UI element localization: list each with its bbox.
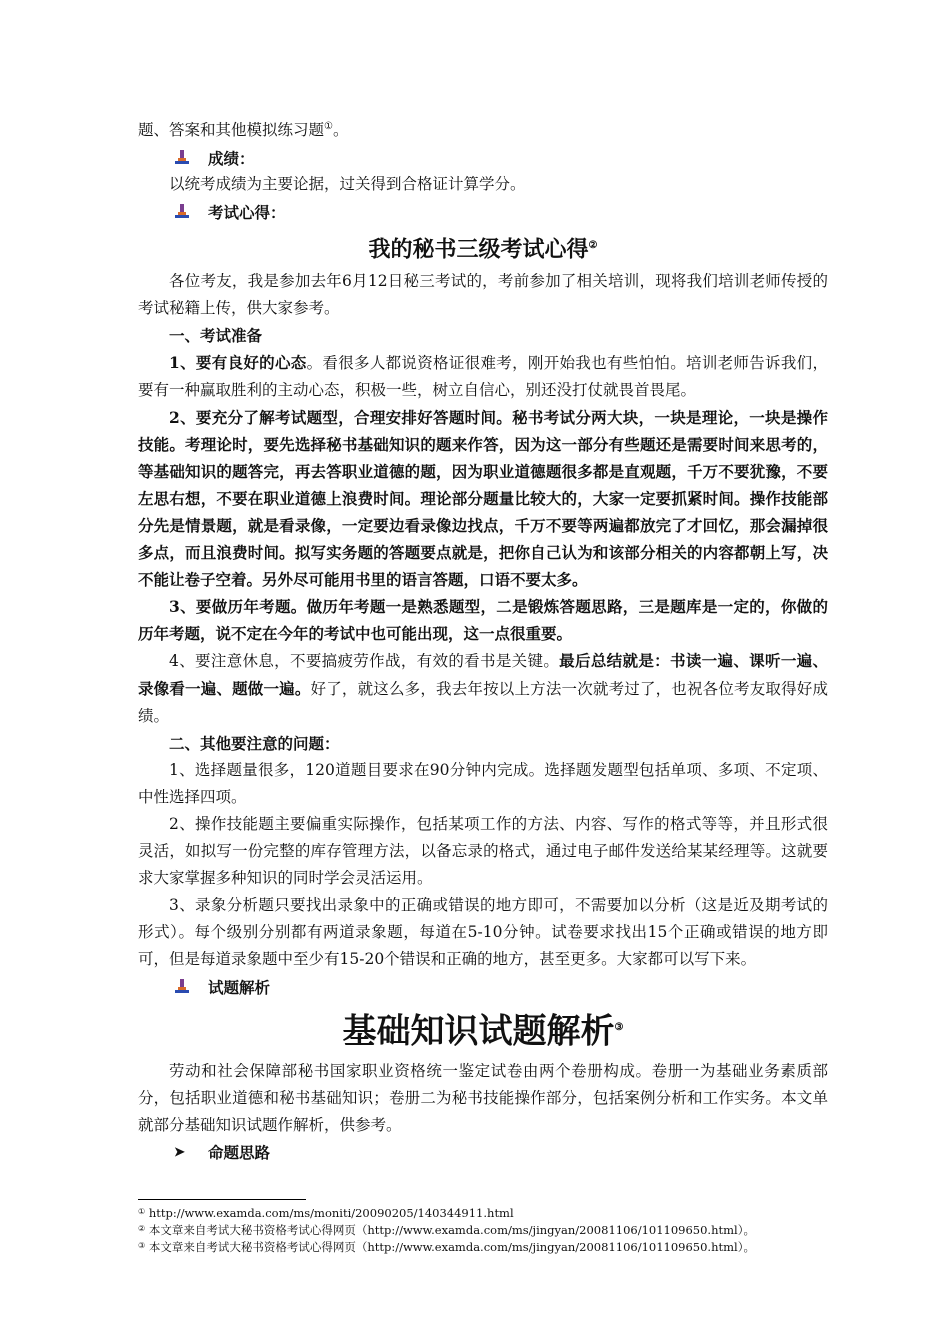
article1-opening: 各位考友，我是参加去年6月12日秘三考试的，考前参加了相关培训，现将我们培训老师传授的考试秘籍上传，供大家参考。: [138, 272, 828, 318]
book-bullet-icon: [174, 979, 190, 995]
footnote-ref-2: ②: [588, 240, 598, 252]
part1-heading: 一、考试准备: [169, 326, 263, 346]
note-item-3: 3、录象分析题只要找出录象中的正确或错误的地方即可，不需要加以分析（这是近及期考试的形式）。每个级别分别都有两道录象题，每道在5-10分钟。试卷要求找出15个正确或错误的地方即可，但是每道录象题中至少有15-20个错误和正确的地方，甚至更多。大家都可以写下来。: [138, 896, 828, 969]
article2-title: 基础知识试题解析③: [342, 1011, 624, 1052]
experience-heading: 考试心得：: [138, 198, 828, 225]
article2-intro: 劳动和社会保障部秘书国家职业资格统一鉴定试卷由两个卷册构成。卷册一为基础业务素质部分，包括职业道德和秘书基础知识；卷册二为秘书技能操作部分，包括案例分析和工作实务。本文单就部分基础知识试题作解析，供参考。: [138, 1061, 828, 1134]
article1-point2: 2、要充分了解考试题型，合理安排好答题时间。秘书考试分两大块，一块是理论，一块是操作技能。考理论时，要先选择秘书基础知识的题来作答，因为这一部分有些题还是需要时间来思考的，等基础知识的题答完，再去答职业道德的题，因为职业道德题很多都是直观题，千万不要犹豫，不要左思右想，不要在职业道德上浪费时间。理论部分题量比较大的，大家一定要抓紧时间。操作技能部分先是情景题，就是看录像，一定要边看录像边找点，千万不要等两遍都放完了才回忆，那会漏掉很多点，而且浪费时间。拟写实务题的答题要点就是，把你自己认为和该部分相关的内容都朝上写，决不能让卷子空着。另外尽可能用书里的语言答题，口语不要太多。: [138, 408, 828, 590]
footnote-1: ① http://www.examda.com/ms/moniti/20090205/140344911.html: [138, 1206, 514, 1220]
footnote-2: ② 本文章来自考试大秘书资格考试心得网页（http://www.examda.com/ms/jingyan/20081106/101109650.html）。: [138, 1223, 755, 1237]
score-heading: 成绩：: [138, 144, 828, 171]
analysis-heading: 试题解析: [138, 973, 828, 1000]
article1-point4: 4、要注意休息，不要搞疲劳作战，有效的看书是关键。最后总结就是：书读一遍、课听一遍、录像看一遍、题做一遍。好了，就这么多，我去年按以上方法一次就考过了，也祝各位考友取得好成绩。: [138, 651, 828, 726]
score-text: 以统考成绩为主要论据，过关得到合格证计算学分。: [169, 175, 526, 194]
footnote-divider: [138, 1199, 306, 1200]
part2-heading: 二、其他要注意的问题：: [169, 734, 340, 754]
footnote-ref-3: ③: [614, 1022, 624, 1034]
article1-point3: 3、要做历年考题。做历年考题一是熟悉题型，二是锻炼答题思路，三是题库是一定的，你做的历年考题，说不定在今年的考试中也可能出现，这一点很重要。: [138, 597, 828, 644]
intro-tail: 题、答案和其他模拟练习题①。: [138, 121, 349, 140]
note-item-1: 1、选择题量很多，120道题目要求在90分钟内完成。选择题发题型包括单项、多项、不定项、中性选择四项。: [138, 761, 828, 807]
footnote-link-1[interactable]: http://www.examda.com/ms/moniti/20090205/140344911.html: [145, 1206, 514, 1220]
footnote-ref-1: ①: [324, 121, 333, 132]
book-bullet-icon: [174, 204, 190, 220]
arrow-bullet-icon: ➤: [174, 1144, 185, 1160]
note-item-2: 2、操作技能题主要偏重实际操作，包括某项工作的方法、内容、写作的格式等等，并且形式很灵活，如拟写一份完整的库存管理方法，以备忘录的格式，通过电子邮件发送给某某经理等。这就要求大家掌握多种知识的同时学会灵活运用。: [138, 815, 828, 888]
article2-subheading: ➤ 命题思路: [174, 1143, 271, 1163]
book-bullet-icon: [174, 150, 190, 166]
footnote-3: ③ 本文章来自考试大秘书资格考试心得网页（http://www.examda.com/ms/jingyan/20081106/101109650.html）。: [138, 1240, 755, 1254]
footnotes: [138, 1204, 858, 1255]
article1-point1: 1、要有良好的心态。看很多人都说资格证很难考，刚开始我也有些怕怕。培训老师告诉我们，要有一种赢取胜利的主动心态，积极一些，树立自信心，别还没打仗就畏首畏尾。: [138, 353, 828, 400]
document-body: [138, 113, 828, 1166]
article1-title: 我的秘书三级考试心得②: [368, 236, 598, 263]
